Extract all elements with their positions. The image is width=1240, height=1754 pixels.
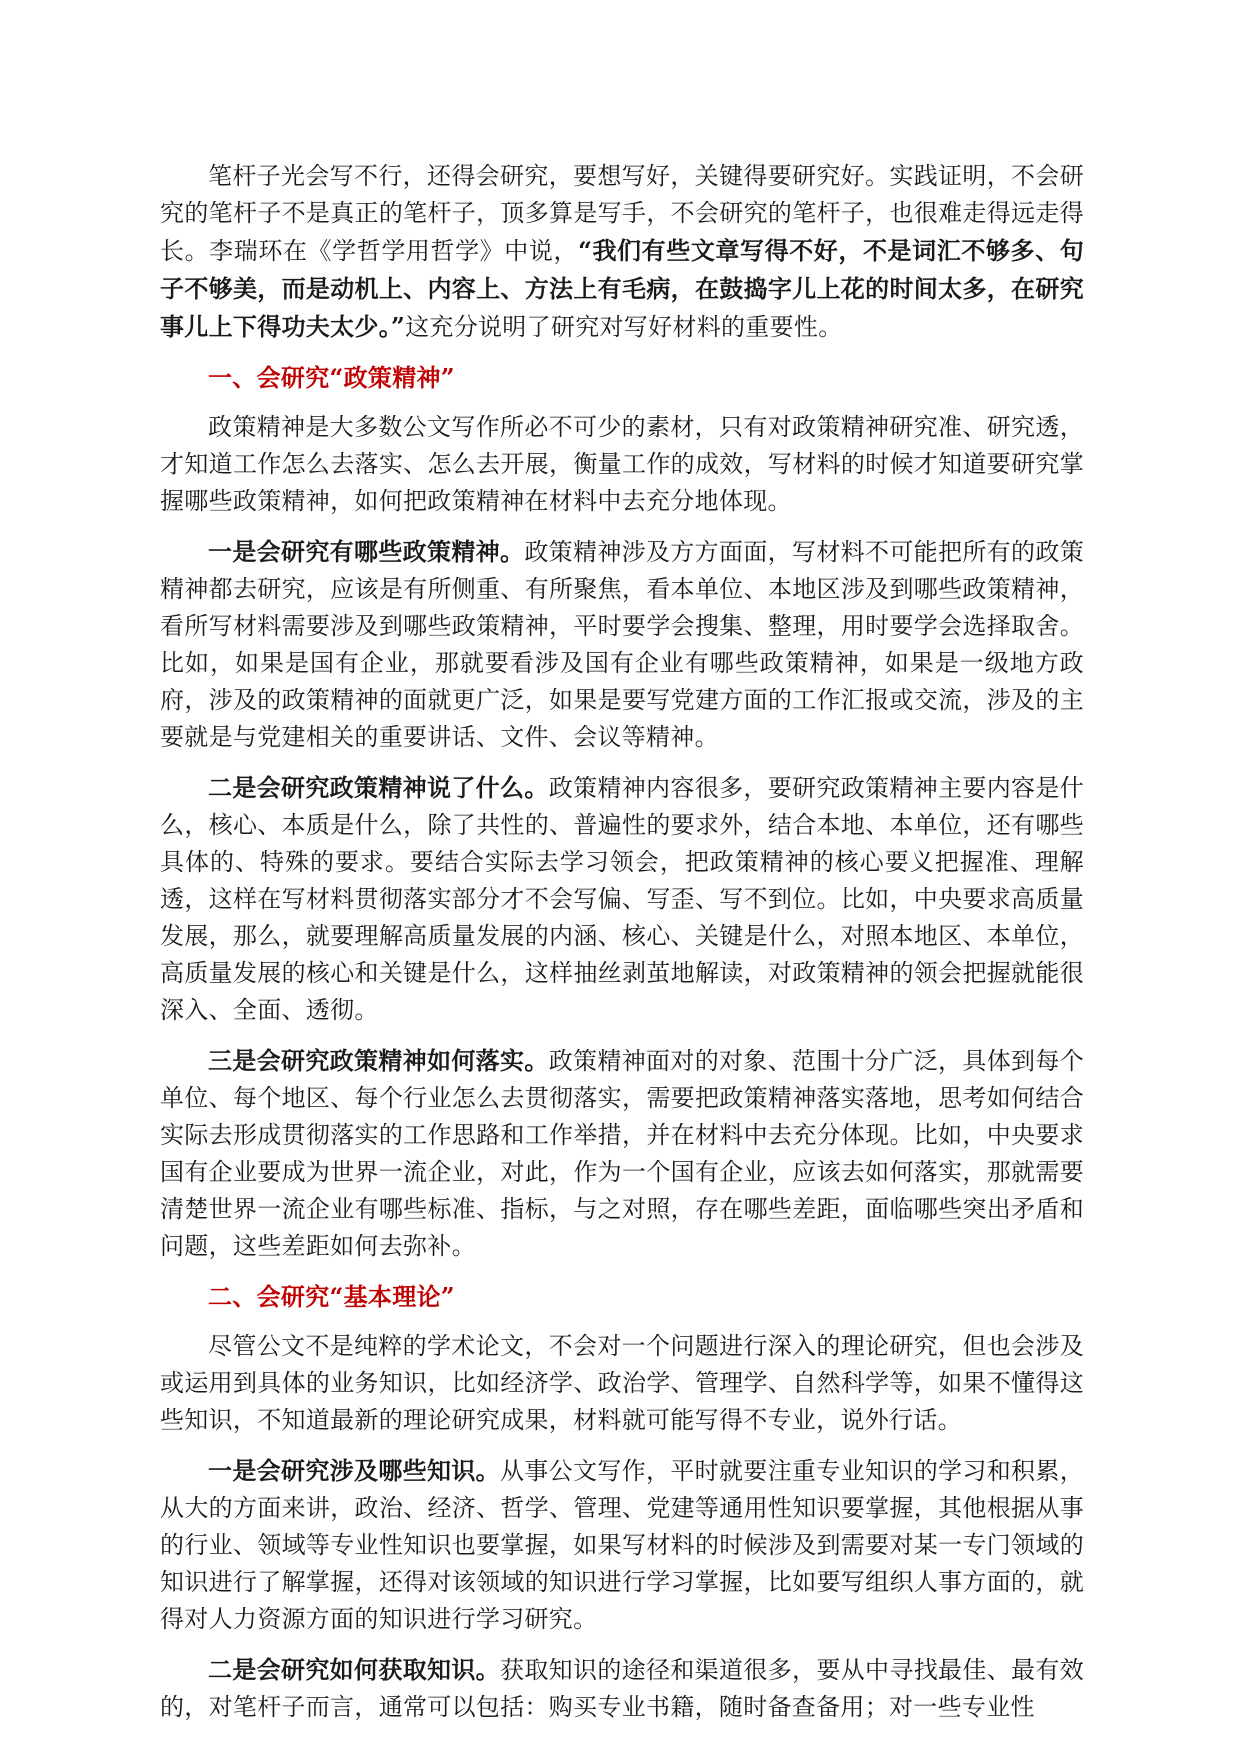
policy-point-1	[160, 533, 1084, 756]
point-text: 获取知识的途径和渠道很多，要从中寻找最佳、最有效的，对笔杆子而言，通常可以包括：购买专业书籍，随时备查备用；对一些专业性	[160, 1656, 1084, 1721]
point-lead: 一是会研究有哪些政策精神。	[208, 537, 525, 566]
point-lead: 二是会研究如何获取知识。	[208, 1655, 501, 1684]
point-text: 政策精神内容很多，要研究政策精神主要内容是什么，核心、本质是什么，除了共性的、普遍性的要求外，结合本地、本单位，还有哪些具体的、特殊的要求。要结合实际去学习领会，把政策精神的核心要义把握准、理解透，这样在写材料贯彻落实部分才不会写偏、写歪、写不到位。比如，中央要求高质量发展，那么，就要理解高质量发展的内涵、核心、关键是什么，对照本地区、本单位，高质量发展的核心和关键是什么，这样抽丝剥茧地解读，对政策精神的领会把握就能很深入、全面、透彻。	[160, 774, 1084, 1024]
point-lead: 二是会研究政策精神说了什么。	[208, 773, 549, 802]
point-lead: 三是会研究政策精神如何落实。	[208, 1046, 549, 1075]
section-heading-policy: 一、会研究“政策精神”	[208, 363, 455, 392]
intro-quote: “我们有些文章写得不好，不是词汇不够多、句子不够美，而是动机上、内容上、方法上有毛病，在鼓捣字儿上花的时间太多，在研究事儿上下得功夫太少。”	[160, 236, 1084, 341]
intro-paragraph	[160, 158, 1084, 346]
point-text: 政策精神面对的对象、范围十分广泛，具体到每个单位、每个地区、每个行业怎么去贯彻落实，需要把政策精神落实落地，思考如何结合实际去形成贯彻落实的工作思路和工作举措，并在材料中去充分体现。比如，中央要求国有企业要成为世界一流企业，对此，作为一个国有企业，应该去如何落实，那就需要清楚世界一流企业有哪些标准、指标，与之对照，存在哪些差距，面临哪些突出矛盾和问题，这些差距如何去弥补。	[160, 1047, 1084, 1260]
policy-point-3	[160, 1042, 1084, 1265]
theory-point-1	[160, 1452, 1084, 1638]
section-intro-theory: 尽管公文不是纯粹的学术论文，不会对一个问题进行深入的理论研究，但也会涉及或运用到具体的业务知识，比如经济学、政治学、管理学、自然科学等，如果不懂得这些知识，不知道最新的理论研究成果，材料就可能写得不专业，说外行话。	[160, 1332, 1084, 1434]
intro-text: 笔杆子光会写不行，还得会研究，要想写好，关键得要研究好。实践证明，不会研究的笔杆子不是真正的笔杆子，顶多算是写手，不会研究的笔杆子，也很难走得远走得长。李瑞环在《学哲学用哲学》中说，	[160, 162, 1084, 265]
point-lead: 一是会研究涉及哪些知识。	[208, 1456, 501, 1485]
point-text: 从事公文写作，平时就要注重专业知识的学习和积累，从大的方面来讲，政治、经济、哲学、管理、党建等通用性知识要掌握，其他根据从事的行业、领域等专业性知识也要掌握，如果写材料的时候涉及到需要对某一专门领域的知识进行了解掌握，还得对该领域的知识进行学习掌握，比如要写组织人事方面的，就得对人力资源方面的知识进行学习研究。	[160, 1457, 1084, 1633]
section-heading-theory: 二、会研究“基本理论”	[208, 1282, 455, 1311]
policy-point-2	[160, 769, 1084, 1029]
section-intro-policy: 政策精神是大多数公文写作所必不可少的素材，只有对政策精神研究准、研究透，才知道工作怎么去落实、怎么去开展，衡量工作的成效，写材料的时候才知道要研究掌握哪些政策精神，如何把政策精神在材料中去充分地体现。	[160, 413, 1084, 515]
point-text: 政策精神涉及方方面面，写材料不可能把所有的政策精神都去研究，应该是有所侧重、有所聚焦，看本单位、本地区涉及到哪些政策精神，看所写材料需要涉及到哪些政策精神，平时要学会搜集、整理，用时要学会选择取舍。比如，如果是国有企业，那就要看涉及国有企业有哪些政策精神，如果是一级地方政府，涉及的政策精神的面就更广泛，如果是要写党建方面的工作汇报或交流，涉及的主要就是与党建相关的重要讲话、文件、会议等精神。	[160, 538, 1084, 751]
intro-conclusion: 这充分说明了研究对写好材料的重要性。	[405, 313, 843, 341]
document-page	[160, 158, 1084, 1739]
theory-point-2	[160, 1651, 1084, 1726]
